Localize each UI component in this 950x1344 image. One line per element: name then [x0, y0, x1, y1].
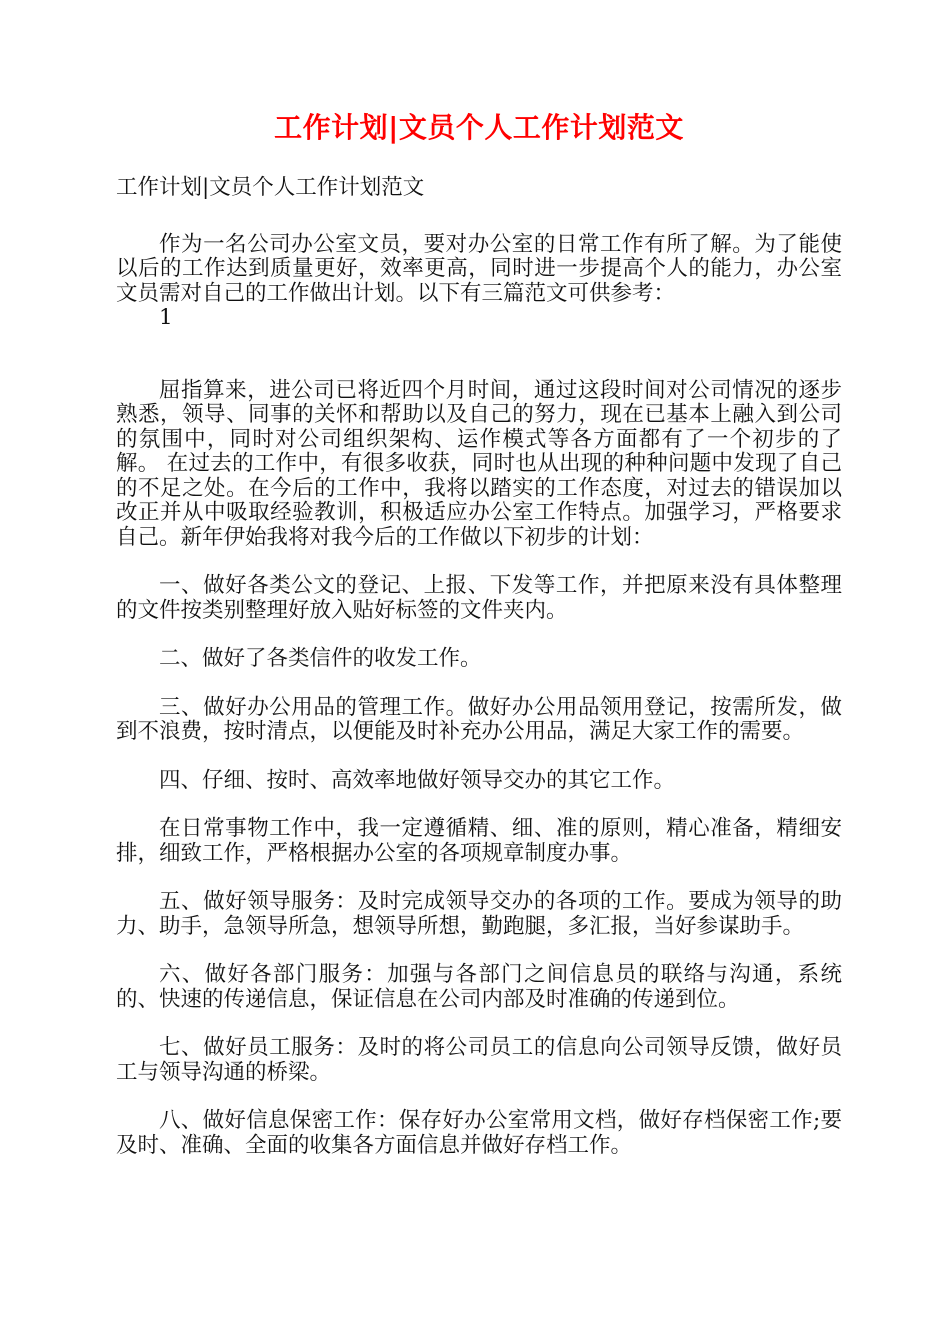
plan-item-8: 八、做好信息保密工作：保存好办公室常用文档，做好存档保密工作;要及时、准确、全面的收集各方面信息并做好存档工作。	[116, 1108, 842, 1158]
document-subtitle: 工作计划|文员个人工作计划范文	[116, 175, 425, 200]
section-number: 1	[159, 305, 173, 330]
document-title: 工作计划|文员个人工作计划范文	[274, 111, 684, 144]
plan-item-7: 七、做好员工服务：及时的将公司员工的信息向公司领导反馈，做好员工与领导沟通的桥梁。	[116, 1035, 842, 1085]
paragraph-daily-work: 在日常事物工作中，我一定遵循精、细、准的原则，精心准备，精细安排，细致工作，严格根据办公室的各项规章制度办事。	[116, 816, 842, 866]
plan-item-5: 五、做好领导服务：及时完成领导交办的各项的工作。要成为领导的助力、助手，急领导所急，想领导所想，勤跑腿，多汇报，当好参谋助手。	[116, 889, 842, 939]
plan-item-2: 二、做好了各类信件的收发工作。	[159, 646, 482, 671]
plan-item-1: 一、做好各类公文的登记、上报、下发等工作，并把原来没有具体整理的文件按类别整理好放入贴好标签的文件夹内。	[116, 573, 842, 623]
plan-item-3: 三、做好办公用品的管理工作。做好办公用品领用登记，按需所发，做到不浪费，按时清点，以便能及时补充办公用品，满足大家工作的需要。	[116, 694, 842, 744]
plan-item-6: 六、做好各部门服务：加强与各部门之间信息员的联络与沟通，系统的、快速的传递信息，保证信息在公司内部及时准确的传递到位。	[116, 962, 842, 1012]
paragraph-body: 屈指算来，进公司已将近四个月时间，通过这段时间对公司情况的逐步熟悉，领导、同事的关怀和帮助以及自己的努力，现在已基本上融入到公司的氛围中，同时对公司组织架构、运作模式等各方面都有了一个初步的了解。 在过去的工作中，有很多收获，同时也从出现的种种问题中发现了自己的不足之处。在今后的工作中，我将以踏实的工作态度，对过去的错误加以改正并从中吸取经验教训，积极适应办公室工作特点。加强学习，严格要求自己。新年伊始我将对我今后的工作做以下初步的计划：	[116, 377, 842, 550]
paragraph-intro: 作为一名公司办公室文员，要对办公室的日常工作有所了解。为了能使以后的工作达到质量更好，效率更高，同时进一步提高个人的能力，办公室文员需对自己的工作做出计划。以下有三篇范文可供参考：	[116, 231, 842, 306]
document-page	[116, 0, 842, 1158]
plan-item-4: 四、仔细、按时、高效率地做好领导交办的其它工作。	[159, 767, 676, 793]
